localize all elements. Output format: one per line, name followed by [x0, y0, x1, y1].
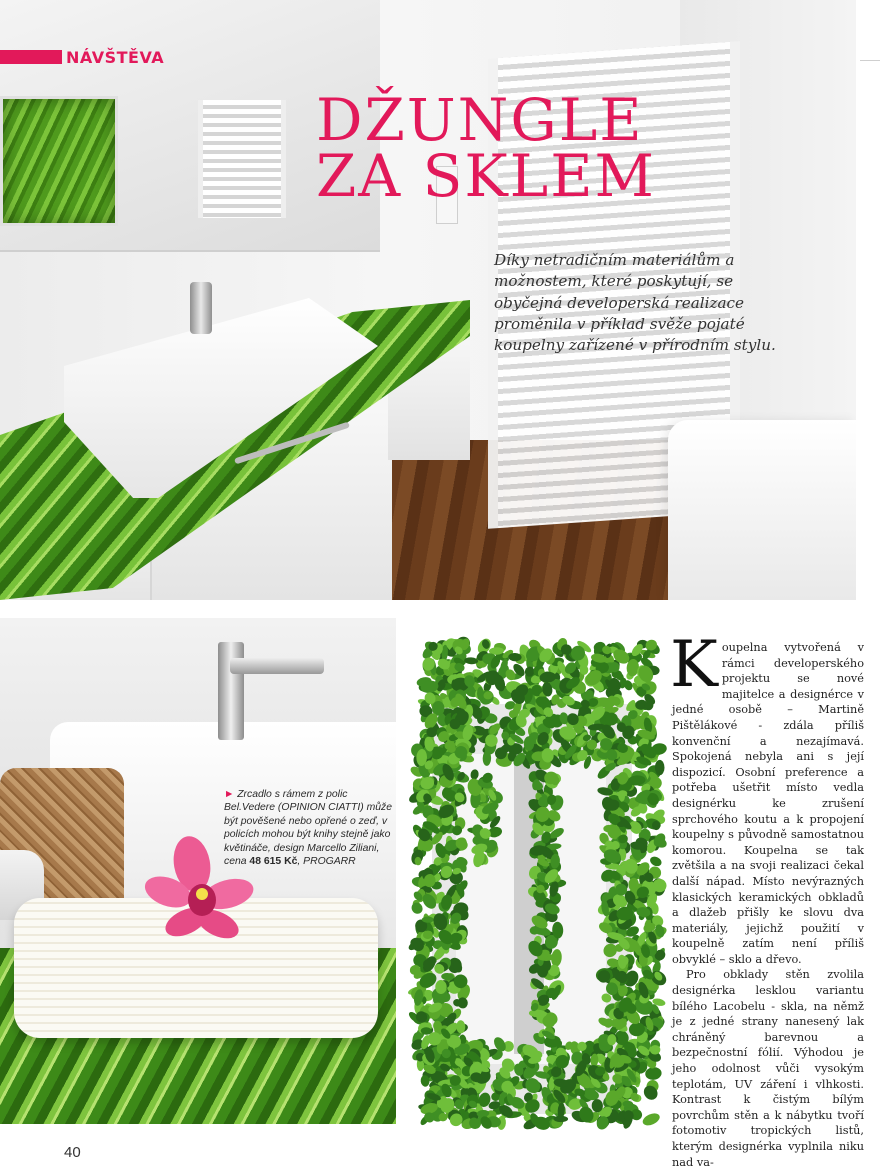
lead-paragraph: Díky netradičním materiálům a možnostem, které poskytují, se obyčejná developerská realizace proměnila v příklad svěže pojaté koupelny zařízené v přírodním stylu. — [494, 251, 776, 355]
article-body — [670, 628, 864, 1170]
edge-line — [860, 60, 880, 61]
ivy-leaf — [655, 760, 665, 775]
ivy-leaf — [439, 1113, 448, 1121]
section-tag-label: NÁVŠTĚVA — [66, 47, 165, 67]
ivy-leaf — [641, 1111, 662, 1128]
page-number: 40 — [64, 1144, 81, 1161]
caption-arrow-icon: ► — [224, 789, 235, 800]
article-paragraph — [670, 628, 864, 967]
section-tag — [0, 48, 164, 66]
photo2-spout — [230, 658, 324, 674]
article-dropcap: K — [670, 628, 718, 702]
photo-sink-detail — [0, 618, 396, 1124]
ivy-leaf — [648, 855, 663, 868]
headline — [316, 86, 796, 210]
caption-retailer: , PROGARR — [297, 856, 356, 868]
article-paragraph: Pro obklady stěn zvolila designérka lesklou variantu bílého Lacobelu - skla, na němž je z jedné strany nanesený lak chráněný barevnou a bezpečnostní fólií. Výhodou je jeho odolnost vůči vysokým teplotám, UV záření i vlhkosti. Kontrast k čistým bílým povrchům stěn a k nábytku tvoří fotomotiv tropických listů, kterým designérka vyplnila niku nad va- — [672, 968, 864, 1169]
ivy-leaf — [644, 1066, 662, 1081]
hero-towel-rail-reflection — [198, 100, 286, 218]
headline-line1: DŽUNGLE — [316, 86, 644, 154]
ivy-leaf — [409, 900, 425, 916]
photo-caption — [224, 788, 396, 868]
photo2-faucet — [218, 642, 244, 740]
headline-line2: ZA SKLEM — [316, 142, 656, 210]
caption-price: 48 615 Kč — [249, 856, 298, 868]
caption-text: Zrcadlo s rámem z polic Bel.Vedere (OPINION CIATTI) může být pověšené nebo opřené o zeď, v policích mohou být knihy stejně jako květináče, design Marcello Ziliani, cena — [224, 789, 393, 868]
section-tag-bar — [0, 50, 62, 64]
photo-ivy-mirror — [414, 644, 660, 1132]
hero-bathtub — [668, 420, 856, 600]
hero-leaf-niche — [0, 96, 118, 226]
article-paragraph1-text: oupelna vytvořená v rámci developerského projektu se nové majitelce a designérce v jedné osobě – Martině Pištělákové - zdála příliš konvenční a nezajímavá. Spokojená nebyla ani s její dispozicí. Osobní preference a potřeba ušetřit místo vedla designérku ke zrušení sprchového koutu a k propojení koupelny s původně samostatnou komorou. Koupelna se tak zvětšila a na svoji realizaci čekal další nápad. Místo nevýrazných klasických keramických obkladů a dlažeb přišly ke slovu dva materiály, jejichž použití v koupelně zatím není příliš obvyklé – sklo a dřevo. — [672, 641, 864, 966]
hero-faucet — [190, 282, 212, 334]
ivy-leaf — [524, 736, 534, 750]
